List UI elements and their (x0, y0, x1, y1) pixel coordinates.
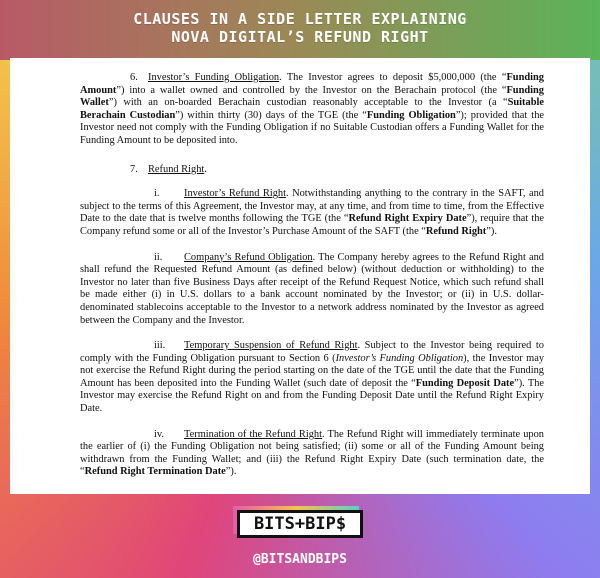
subsection-ii (80, 252, 544, 328)
defined-term: Funding Obligation (366, 109, 456, 121)
title-line-1: CLAUSES IN A SIDE LETTER EXPLAINING (133, 10, 467, 28)
clause-text: ”) into a wallet owned and controlled by the Investor on the Berachain protocol (the “ (116, 84, 507, 96)
section-title: Investor’s Funding Obligation (148, 72, 280, 83)
page-title (0, 10, 600, 46)
subsection-number: i. (154, 188, 160, 200)
clause-text: ), the Investor may not exercise the Refund Right during the period starting on the date of the TGE until the date that the Funding Amount has been deposited into the Funding Wallet (such date of deposit the “ (80, 352, 545, 389)
subsection-title: Termination of the Refund Right (184, 428, 323, 440)
document-excerpt (10, 58, 590, 494)
clause-text: ”). The Investor may exercise the Refund Right on and from the Funding Deposit Date until the Refund Right Expiry Date. (80, 377, 544, 415)
subsection-number: iii. (154, 340, 166, 352)
section-number: 7. (130, 163, 138, 175)
subsection-iv (80, 429, 544, 479)
defined-term: Suitable Berachain Custodian (80, 97, 544, 121)
clause-text: . The Company hereby agrees to the Refund Right and shall refund the Requested Refund Amount (as defined below) (without deduction or withholding) to the Investor no later than five Business Days after receipt of the Refund Request Notice, which such refund shall be made either (i) in U.S. dollars to a bank account nominated by the Investor; or (ii) in U.S. dollar-denominated stablecoins acceptable to the Investor to a network address nominated by the Investor as agreed between the Company and the Investor. (80, 251, 544, 326)
clause-text: . Notwithstanding anything to the contrary in the SAFT, and subject to the terms of this Agreement, the Investor may, at any time, and from time to time, from the Effective Date to the date that is twelve months following the TGE (the “ (80, 188, 544, 225)
clause-text: . Subject to the Investor being required to comply with the Funding Obligation pursuant to Section 6 ( (80, 340, 544, 364)
social-handle: @BITSANDBIPS (253, 552, 347, 567)
defined-term: Funding Deposit Date (415, 377, 515, 389)
subsection-number: iv. (154, 428, 165, 440)
logo-text: BITS+BIP$ (237, 510, 363, 538)
title-line-2: NOVA DIGITAL’S REFUND RIGHT (171, 28, 429, 46)
brand-logo (233, 506, 367, 542)
defined-term: Funding Amount (80, 72, 544, 96)
defined-term: Refund Right Termination Date (84, 466, 226, 478)
subsection-title: Temporary Suspension of Refund Right (184, 340, 358, 352)
section-7-heading (80, 164, 544, 177)
subsection-i (80, 188, 544, 238)
clause-text: ”). (225, 466, 237, 478)
subsection-number: ii. (154, 251, 163, 263)
clause-text: . (204, 163, 207, 175)
subsection-title: Investor’s Refund Right (184, 188, 287, 200)
clause-text: ”) with an on-boarded Berachain custodian reasonably acceptable to the Investor (a “ (108, 97, 508, 109)
subsection-title: Company’s Refund Obligation (184, 251, 313, 263)
section-title: Refund Right (148, 163, 205, 175)
clause-text: ”) within thirty (30) days of the TGE (the “ (175, 109, 367, 121)
defined-term: Funding Wallet (80, 84, 544, 109)
clause-text: ”); provided that the Investor need not comply with the Funding Obligation if no Suitable Custodian offers a Funding Wallet for the Funding Amount to be deposited into. (80, 109, 544, 146)
clause-text: . The Refund Right will immediately terminate upon the earlier of (i) the Funding Obligation not being satisfied; (ii) some or all of the Funding Amount being withdrawn from the Funding Wallet; and (iii) the Refund Right Expiry Date (such termination date, the “ (80, 428, 544, 478)
cross-reference: Investor’s Funding Obligation (335, 352, 464, 364)
subsection-iii (80, 340, 544, 416)
section-number: 6. (130, 72, 138, 83)
section-6 (80, 72, 544, 148)
defined-term: Refund Right Expiry Date (348, 213, 467, 225)
clause-text: . The Investor agrees to deposit $5,000,000 (the “ (279, 72, 507, 83)
defined-term: Refund Right (425, 225, 487, 237)
clause-text: ”), require that the Company refund some or all of the Investor’s Purchase Amount of the SAFT (the “ (80, 213, 544, 237)
clause-text: ”). (486, 225, 497, 237)
